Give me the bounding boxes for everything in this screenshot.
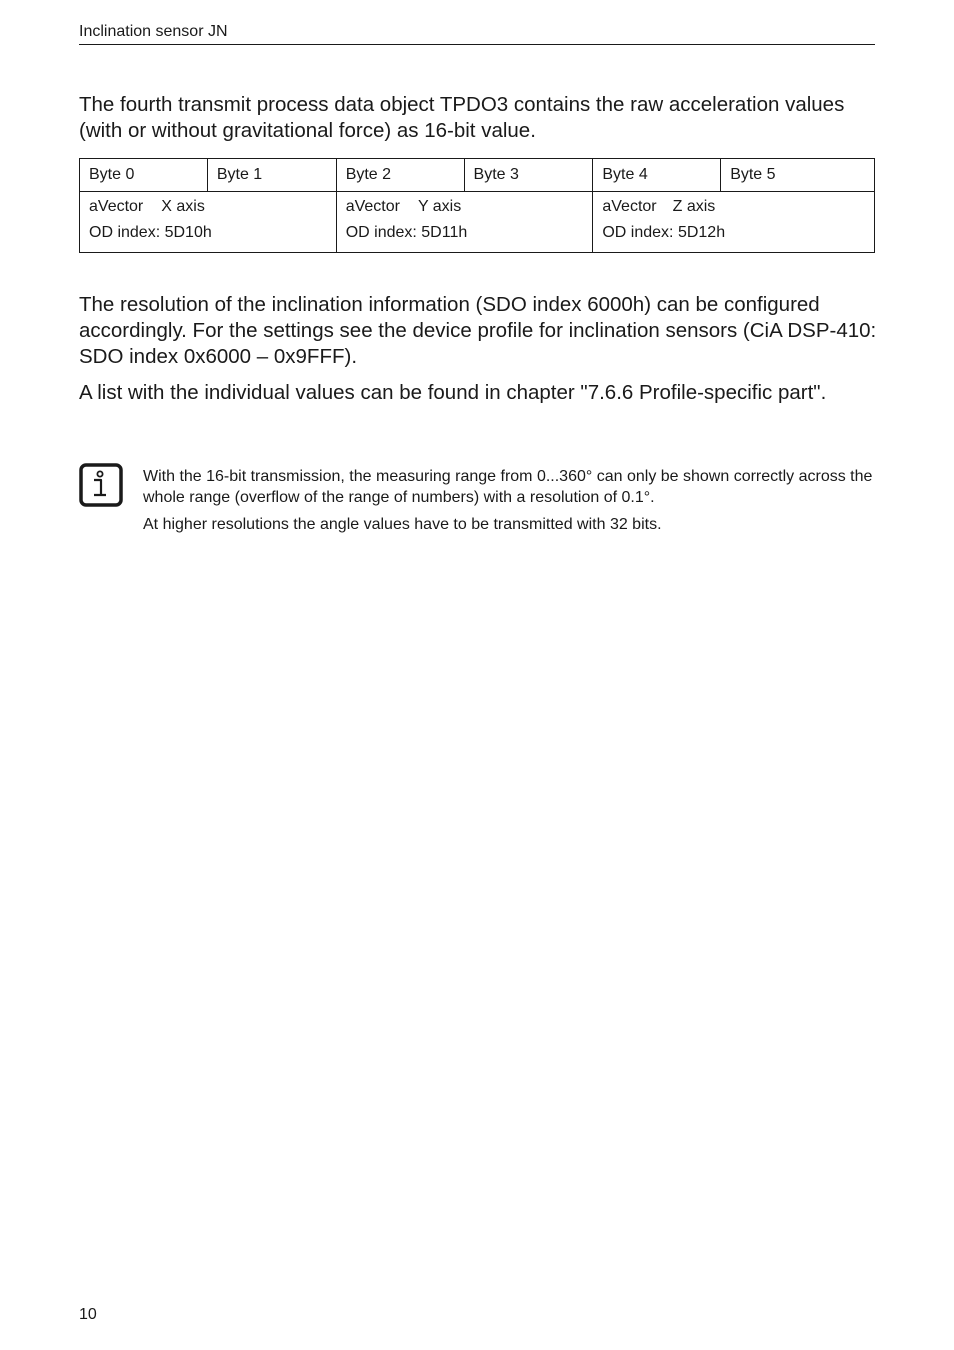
table-header-row: [80, 159, 875, 192]
table-cell-x-axis: [80, 192, 337, 253]
axis-name: X axis: [161, 198, 205, 215]
page-header: [79, 22, 875, 45]
table-header-cell: Byte 0: [80, 159, 208, 192]
vector-label-line: [346, 194, 584, 220]
resolution-paragraph: The resolution of the inclination information (SDO index 6000h) can be configured accordingly. For the settings see the device profile for inclination sensors (CiA DSP-410: SDO index 0x6000 – 0x9FFF).: [79, 293, 877, 368]
note-text: With the 16-bit transmission, the measuring range from 0...360° can only be shown correctly across the whole range (overflow of the range of numbers) with a resolution of 0.1°.: [143, 468, 873, 506]
od-index: OD index: 5D10h: [89, 224, 212, 241]
info-icon: [79, 463, 123, 507]
vector-name: aVector: [89, 198, 144, 215]
tpdo3-byte-table: [79, 158, 875, 253]
vector-label-line: [602, 194, 865, 220]
reference-paragraph: A list with the individual values can be found in chapter "7.6.6 Profile-specific part".: [79, 381, 827, 404]
table-header-cell: Byte 4: [593, 159, 721, 192]
table-header-cell: Byte 2: [336, 159, 464, 192]
table-row: [80, 192, 875, 253]
axis-name: Z axis: [672, 198, 716, 215]
vector-label-line: [89, 194, 327, 220]
od-index: OD index: 5D12h: [602, 224, 726, 241]
intro-paragraph: The fourth transmit process data object TPDO3 contains the raw acceleration values (with or without gravitational force) as 16-bit value.: [79, 93, 845, 142]
page-number: 10: [79, 1306, 97, 1323]
table-header-cell: Byte 3: [464, 159, 593, 192]
od-index: OD index: 5D11h: [345, 224, 468, 241]
table-header-cell: Byte 5: [721, 159, 875, 192]
axis-name: Y axis: [417, 198, 462, 215]
table-header-cell: Byte 1: [207, 159, 336, 192]
table-cell-y-axis: [336, 192, 593, 253]
info-note: [143, 466, 883, 535]
note-text: At higher resolutions the angle values have to be transmitted with 32 bits.: [143, 516, 662, 533]
vector-name: aVector: [345, 198, 400, 215]
table-cell-z-axis: [593, 192, 875, 253]
vector-name: aVector: [602, 198, 657, 215]
header-title: Inclination sensor JN: [79, 23, 228, 40]
